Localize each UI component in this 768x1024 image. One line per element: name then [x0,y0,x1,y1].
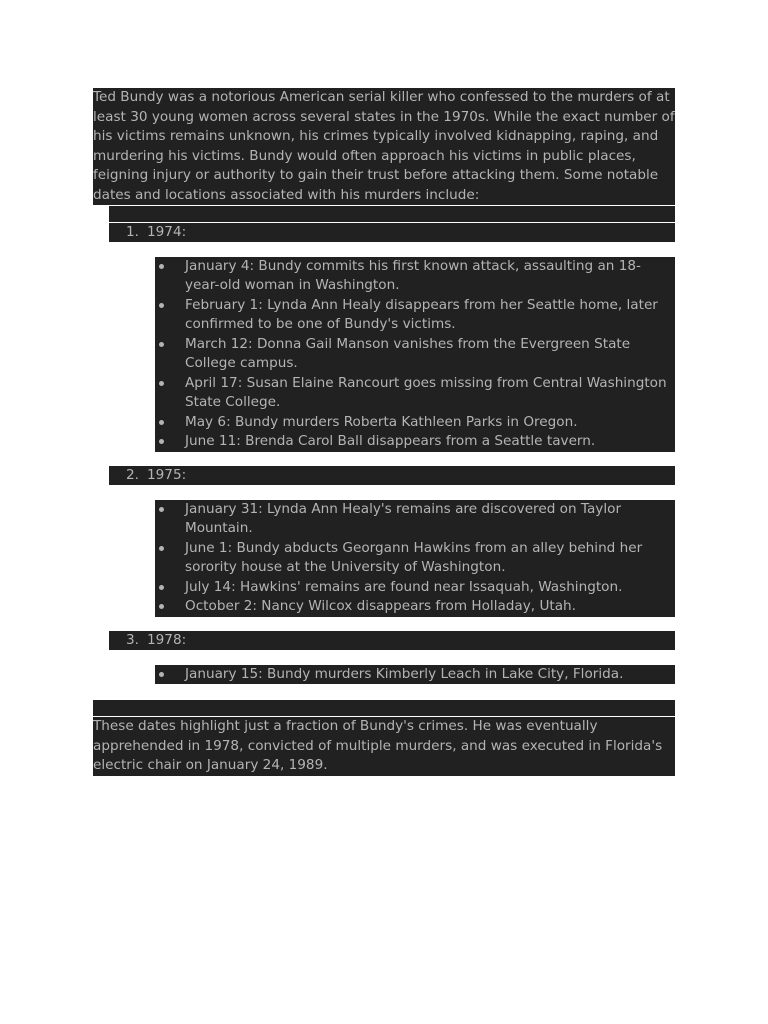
year-label: 1975: [147,466,187,483]
event-text: October 2: Nancy Wilcox disappears from Holladay, Utah. [185,598,576,615]
year-label: 1978: [147,632,187,649]
event-item [155,578,675,598]
event-text: January 31: Lynda Ann Healy's remains are discovered on Taylor Mountain. [185,500,622,537]
event-item [155,335,675,374]
event-text: January 4: Bundy commits his first known attack, assaulting an 18-year-old woman in Washington. [185,257,641,294]
year-label: 1974: [147,223,187,240]
event-item [155,374,675,413]
event-list [155,665,675,686]
bullet-icon [159,303,164,308]
event-item [155,665,675,685]
year-heading [109,466,675,486]
bullet-icon [159,264,164,269]
event-list [155,257,675,453]
year-number: 1. [126,223,139,240]
bullet-icon [159,342,164,347]
intro-paragraph: Ted Bundy was a notorious American serial killer who confessed to the murders of at least 30 young women across several states in the 1970s. While the exact number of his victims remains unknown, his crimes typically involved kidnapping, raping, and murdering his victims. Bundy would often approach his victims in public places, feigning injury or authority to gain their trust before attacking them. Some notable dates and locations associated with his murders include: [93,88,675,205]
blank-line [93,699,675,717]
event-item [155,296,675,335]
closing-paragraph: These dates highlight just a fraction of Bundy's crimes. He was eventually apprehended in 1978, convicted of multiple murders, and was executed in Florida's electric chair on January 24, 1989. [93,717,675,776]
bullet-icon [159,672,164,677]
bullet-icon [159,546,164,551]
year-section-1975 [93,466,675,618]
year-number: 2. [126,466,139,483]
event-item [155,413,675,433]
year-section-1974 [93,223,675,453]
document-body [93,88,675,776]
event-text: April 17: Susan Elaine Rancourt goes missing from Central Washington State College. [185,374,667,411]
event-item [155,257,675,296]
year-section-1978 [93,631,675,685]
bullet-icon [159,507,164,512]
event-list [155,500,675,618]
event-item [155,500,675,539]
bullet-icon [159,381,164,386]
event-text: July 14: Hawkins' remains are found near Issaquah, Washington. [185,578,623,595]
event-text: May 6: Bundy murders Roberta Kathleen Parks in Oregon. [185,413,578,430]
year-heading [109,631,675,651]
event-text: February 1: Lynda Ann Healy disappears from her Seattle home, later confirmed to be one of Bundy's victims. [185,296,658,333]
event-text: June 11: Brenda Carol Ball disappears from a Seattle tavern. [185,433,596,450]
event-text: January 15: Bundy murders Kimberly Leach in Lake City, Florida. [185,665,624,682]
year-number: 3. [126,632,139,649]
bullet-icon [159,439,164,444]
event-text: June 1: Bundy abducts Georgann Hawkins from an alley behind her sorority house at the University of Washington. [185,539,643,576]
bullet-icon [159,420,164,425]
event-text: March 12: Donna Gail Manson vanishes from the Evergreen State College campus. [185,335,631,372]
bullet-icon [159,585,164,590]
event-item [155,597,675,617]
blank-line [109,205,675,223]
bullet-icon [159,604,164,609]
event-item [155,539,675,578]
event-item [155,432,675,452]
year-heading [109,223,675,243]
